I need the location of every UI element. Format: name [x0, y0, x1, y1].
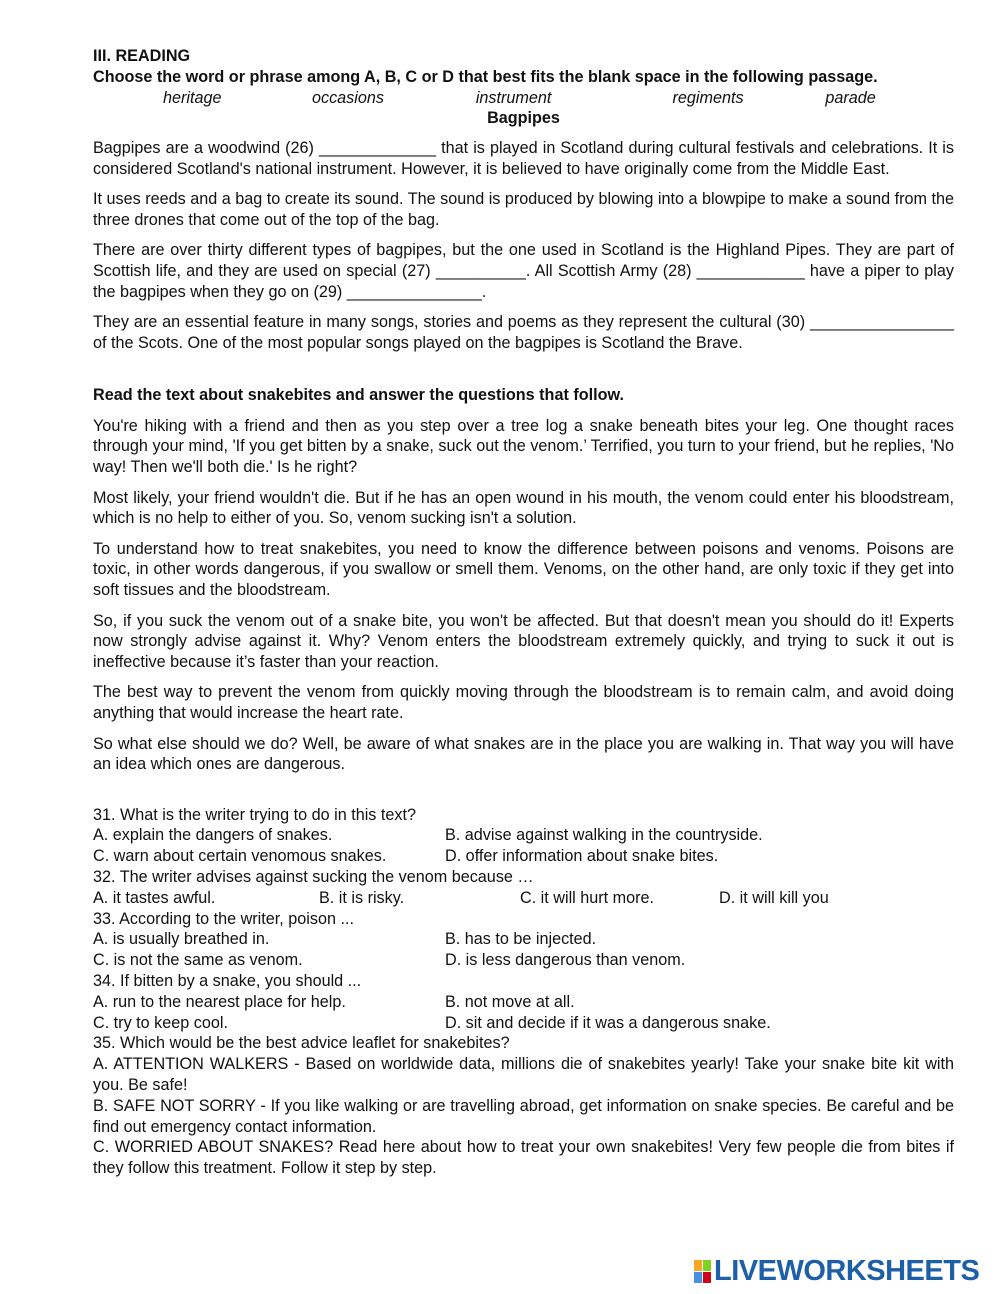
question-stem: 31. What is the writer trying to do in this text?: [93, 805, 416, 824]
answer-option[interactable]: B. SAFE NOT SORRY - If you like walking or are travelling abroad, get information on snake species. Be careful and be find out emergency contact information.: [93, 1096, 954, 1136]
answer-option[interactable]: D. is less dangerous than venom.: [445, 951, 686, 970]
question-stem: 33. According to the writer, poison ...: [93, 909, 354, 928]
passage-title: Bagpipes: [487, 109, 560, 128]
word-option: regiments: [672, 88, 744, 107]
options-row: [93, 929, 954, 950]
options-row: [93, 1013, 954, 1034]
options-row: [93, 888, 954, 909]
paragraph: They are an essential feature in many songs, stories and poems as they represent the cultural (30) ________________ of the Scots. One of the most popular songs played on the bagpipes is Scotland the Brave.: [93, 313, 954, 353]
paragraph: So, if you suck the venom out of a snake bite, you won't be affected. But that doesn't mean you should do it! Experts now strongly advise against it. Why? Venom enters the bloodstream extremely quickly, and trying to suck it out is ineffective because it’s faster than your reaction.: [93, 611, 954, 672]
answer-option[interactable]: A. run to the nearest place for help.: [93, 992, 346, 1011]
liveworksheets-logo: [694, 1256, 979, 1286]
paragraph: So what else should we do? Well, be aware of what snakes are in the place you are walking in. That way you will have an idea which ones are dangerous.: [93, 734, 954, 774]
answer-option[interactable]: A. it tastes awful.: [93, 888, 216, 907]
answer-option[interactable]: C. is not the same as venom.: [93, 951, 303, 970]
options-row: [93, 825, 954, 846]
options-row: [93, 846, 954, 867]
word-option: occasions: [311, 88, 384, 107]
answer-option[interactable]: B. has to be injected.: [445, 930, 597, 949]
worksheet-page: [93, 46, 954, 1179]
answer-option[interactable]: D. it will kill you: [719, 888, 829, 907]
answer-option[interactable]: B. advise against walking in the countryside.: [445, 826, 763, 845]
paragraph: Bagpipes are a woodwind (26) _____________ that is played in Scotland during cultural festivals and celebrations. It is considered Scotland's national instrument. However, it is believed to have originally come from the Middle East.: [93, 139, 954, 178]
paragraph: Most likely, your friend wouldn't die. But if he has an open wound in his mouth, the venom could enter his bloodstream, which is no help to either of you. So, venom sucking isn't a solution.: [93, 488, 954, 528]
instruction-reading: Read the text about snakebites and answer the questions that follow.: [93, 386, 624, 405]
word-option: parade: [825, 88, 876, 107]
paragraph: There are over thirty different types of bagpipes, but the one used in Scotland is the Highland Pipes. They are part of Scottish life, and they are used on special (27) __________. All Scottish Army (28) ____________ have a piper to play the bagpipes when they go on (29) _______________.: [93, 241, 954, 301]
word-option: heritage: [163, 88, 222, 107]
paragraph: You're hiking with a friend and then as you step over a tree log a snake beneath bites your leg. One thought races through your mind, 'If you get bitten by a snake, suck out the venom.’ Terrified, you turn to your friend, but he replies, 'No way! Then we'll both die.' Is he right?: [93, 416, 954, 477]
question-list: [93, 805, 954, 1179]
answer-option[interactable]: C. WORRIED ABOUT SNAKES? Read here about how to treat your own snakebites! Very few people die from bites if they follow this treatment. Follow it step by step.: [93, 1138, 954, 1178]
question-stem: 32. The writer advises against sucking the venom because …: [93, 868, 534, 886]
paragraph: The best way to prevent the venom from quickly moving through the bloodstream is to remain calm, and avoid doing anything that would increase the heart rate.: [93, 683, 954, 723]
paragraph: It uses reeds and a bag to create its sound. The sound is produced by blowing into a blowpipe to make a sound from the three drones that come out of the top of the bag.: [93, 190, 954, 230]
answer-option[interactable]: D. sit and decide if it was a dangerous snake.: [445, 1013, 771, 1032]
paragraph: To understand how to treat snakebites, you need to know the difference between poisons and venoms. Poisons are toxic, in other words dangerous, if you swallow or smell them. Venoms, on the other hand, are only toxic if they get into soft tissues and the bloodstream.: [93, 539, 954, 600]
question-stem: 34. If bitten by a snake, you should ...: [93, 971, 362, 990]
answer-option[interactable]: A. explain the dangers of snakes.: [93, 826, 333, 845]
section-heading: III. READING: [93, 47, 191, 65]
question-stem: 35. Which would be the best advice leaflet for snakebites?: [93, 1034, 510, 1053]
options-row: [93, 950, 954, 971]
logo-mark-icon: [694, 1260, 711, 1283]
answer-option[interactable]: B. not move at all.: [445, 992, 575, 1011]
answer-option[interactable]: D. offer information about snake bites.: [445, 847, 719, 866]
answer-option[interactable]: B. it is risky.: [319, 888, 405, 907]
answer-option[interactable]: C. it will hurt more.: [520, 888, 655, 907]
answer-option[interactable]: A. is usually breathed in.: [93, 930, 270, 949]
logo-text: LIVEWORKSHEETS: [714, 1255, 980, 1287]
answer-option[interactable]: A. ATTENTION WALKERS - Based on worldwide data, millions die of snakebites yearly! Take your snake bite kit with you. Be safe!: [93, 1055, 954, 1094]
answer-option[interactable]: C. try to keep cool.: [93, 1013, 228, 1032]
options-row: [93, 992, 954, 1013]
answer-option[interactable]: C. warn about certain venomous snakes.: [93, 847, 387, 866]
word-option: instrument: [475, 88, 552, 107]
instruction-cloze: Choose the word or phrase among A, B, C or D that best fits the blank space in the following passage.: [93, 67, 878, 86]
word-box: [163, 88, 885, 109]
